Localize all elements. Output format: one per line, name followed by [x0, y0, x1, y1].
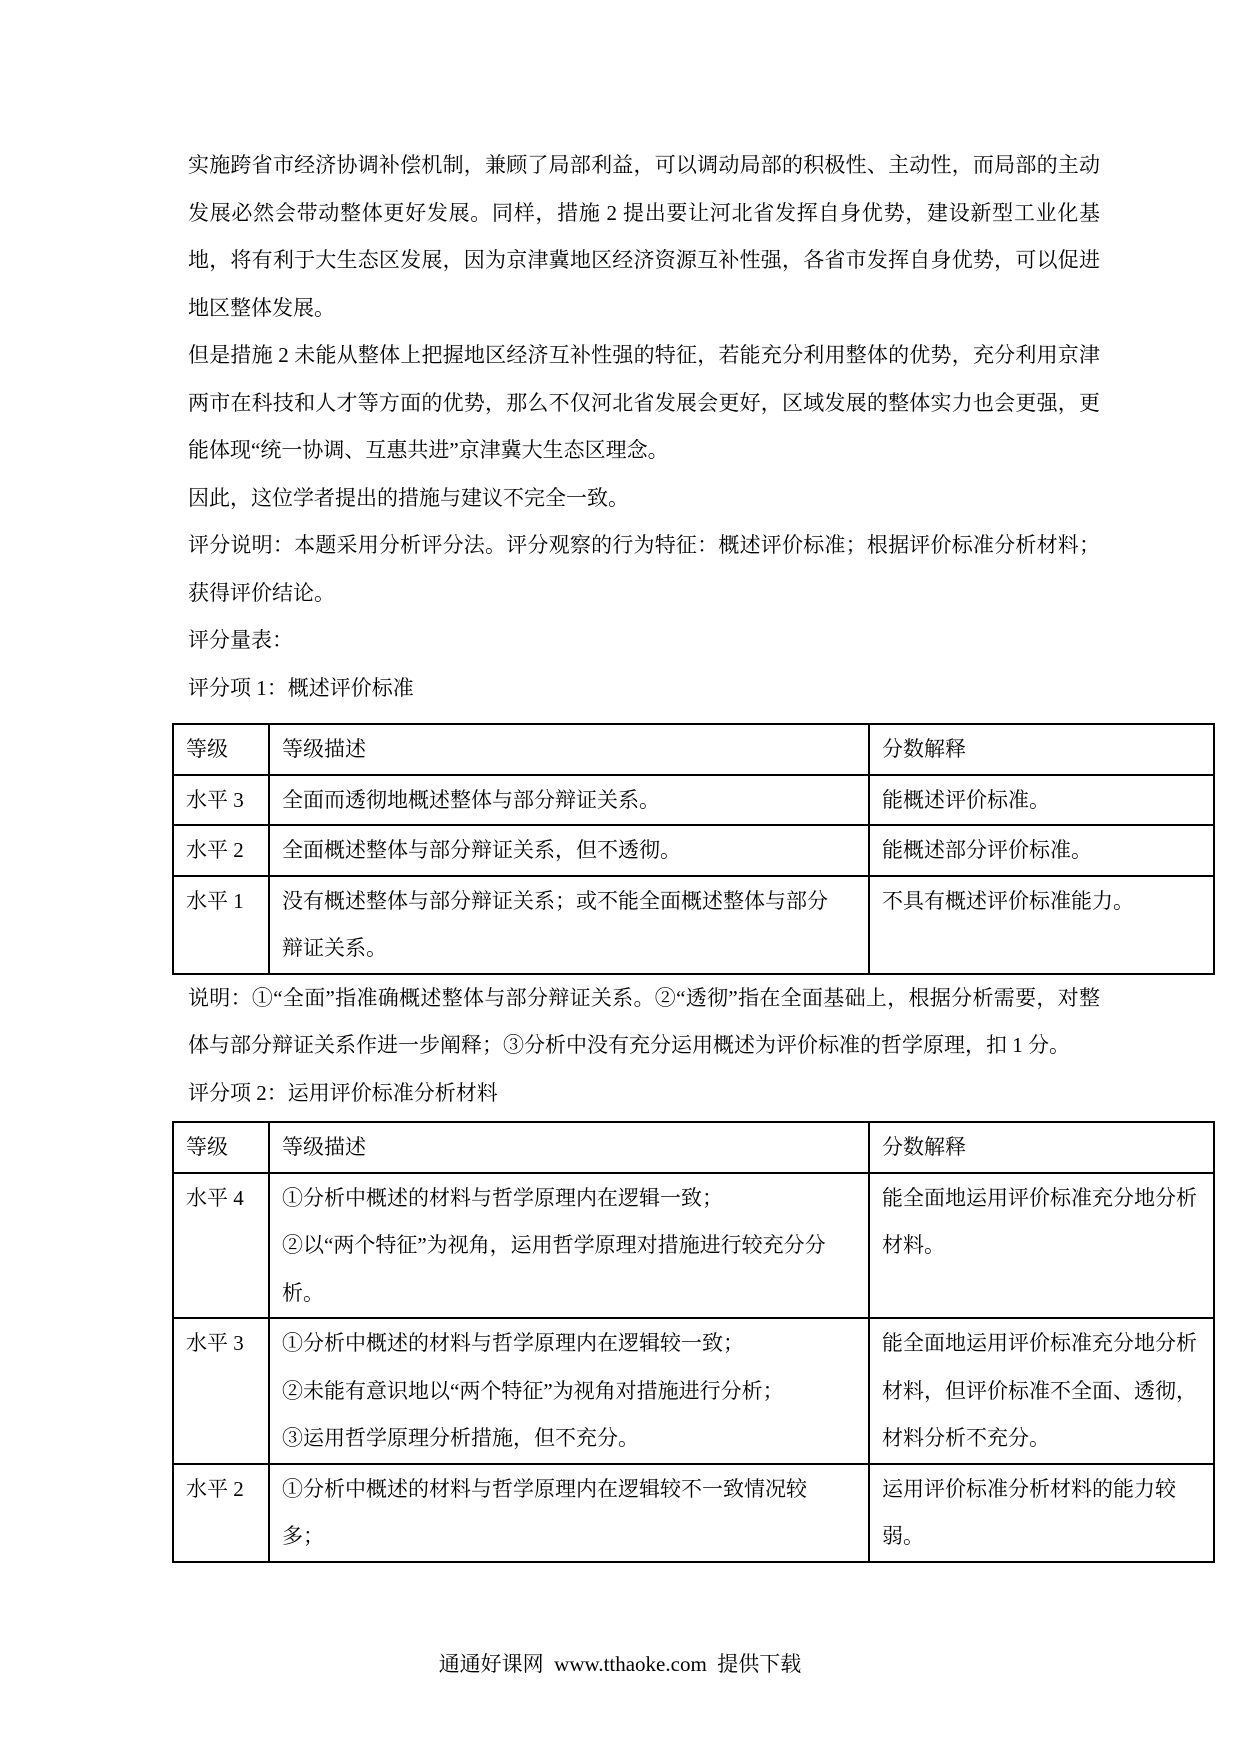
desc-cell [269, 1318, 869, 1464]
table-row [173, 1173, 1214, 1319]
table-row [173, 775, 1214, 826]
desc-cell [269, 876, 869, 974]
column-header-level: 等级 [173, 724, 269, 775]
table-header-row [173, 724, 1214, 775]
score-cell: 能概述部分评价标准。 [869, 825, 1214, 876]
desc-cell [269, 825, 869, 876]
table-header-row [173, 1122, 1214, 1173]
desc-line: ①分析中概述的材料与哲学原理内在逻辑较不一致情况较多； [282, 1476, 807, 1548]
column-header-desc: 等级描述 [269, 724, 869, 775]
rubric-table-1 [172, 723, 1215, 975]
desc-cell [269, 775, 869, 826]
desc-line: ③运用哲学原理分析措施，但不充分。 [282, 1426, 639, 1450]
desc-line: 全面而透彻地概述整体与部分辩证关系。 [282, 787, 660, 812]
level-cell: 水平 4 [173, 1173, 269, 1319]
table-row [173, 876, 1214, 974]
paragraph-analysis-2: 但是措施 2 未能从整体上把握地区经济互补性强的特征，若能充分利用整体的优势，充分利用京津两市在科技和人才等方面的优势，那么不仅河北省发展会更好，区域发展的整体实力也会更强，更能体现“统一协调、互惠共进”京津冀大生态区理念。 [188, 343, 1100, 462]
paragraph-conclusion: 因此，这位学者提出的措施与建议不完全一致。 [188, 485, 629, 510]
score-cell: 能概述评价标准。 [869, 775, 1214, 826]
desc-line: ①分析中概述的材料与哲学原理内在逻辑一致； [282, 1185, 723, 1210]
score-cell: 能全面地运用评价标准充分地分析材料。 [869, 1173, 1214, 1319]
column-header-score: 分数解释 [869, 1122, 1214, 1173]
desc-line: ①分析中概述的材料与哲学原理内在逻辑较一致； [282, 1331, 744, 1355]
desc-cell [269, 1464, 869, 1562]
table-row [173, 1464, 1214, 1562]
desc-cell [269, 1173, 869, 1319]
paragraph-rubric-label: 评分量表： [188, 628, 293, 652]
rubric-table-2 [172, 1121, 1215, 1563]
score-cell: 能全面地运用评价标准充分地分析材料，但评价标准不全面、透彻，材料分析不充分。 [869, 1318, 1214, 1464]
level-cell: 水平 1 [173, 876, 269, 974]
desc-line: 全面概述整体与部分辩证关系，但不透彻。 [282, 838, 681, 862]
column-header-level: 等级 [173, 1122, 269, 1173]
desc-line: ②未能有意识地以“两个特征”为视角对措施进行分析； [282, 1378, 784, 1403]
paragraph-analysis-1: 实施跨省市经济协调补偿机制，兼顾了局部利益，可以调动局部的积极性、主动性，而局部的主动发展必然会带动整体更好发展。同样，措施 2 提出要让河北省发挥自身优势，建设新型工业化基地，将有利于大生态区发展，因为京津冀地区经济资源互补性强，各省市发挥自身优势，可以促进地区整体发展。 [188, 153, 1100, 320]
level-cell: 水平 2 [173, 1464, 269, 1562]
score-cell: 不具有概述评价标准能力。 [869, 876, 1214, 974]
desc-line: ②以“两个特征”为视角，运用哲学原理对措施进行较充分分析。 [282, 1233, 826, 1305]
table-row [173, 1318, 1214, 1464]
level-cell: 水平 2 [173, 825, 269, 876]
level-cell: 水平 3 [173, 775, 269, 826]
table-row [173, 825, 1214, 876]
column-header-desc: 等级描述 [269, 1122, 869, 1173]
table-1-note: 说明：①“全面”指准确概述整体与部分辩证关系。②“透彻”指在全面基础上，根据分析需要，对整体与部分辩证关系作进一步阐释；③分析中没有充分运用概述为评价标准的哲学原理，扣 1 分。 [188, 985, 1100, 1057]
footer-watermark: 通通好课网 www.tthaoke.com 提供下载 [438, 1652, 802, 1676]
section-title-1: 评分项 1：概述评价标准 [188, 675, 414, 700]
level-cell: 水平 3 [173, 1318, 269, 1464]
desc-line: 没有概述整体与部分辩证关系；或不能全面概述整体与部分辩证关系。 [282, 888, 828, 960]
section-title-2: 评分项 2：运用评价标准分析材料 [188, 1080, 498, 1105]
paragraph-scoring-note: 评分说明：本题采用分析评分法。评分观察的行为特征：概述评价标准；根据评价标准分析材料；获得评价结论。 [188, 533, 1100, 605]
score-cell: 运用评价标准分析材料的能力较弱。 [869, 1464, 1214, 1562]
column-header-score: 分数解释 [869, 724, 1214, 775]
